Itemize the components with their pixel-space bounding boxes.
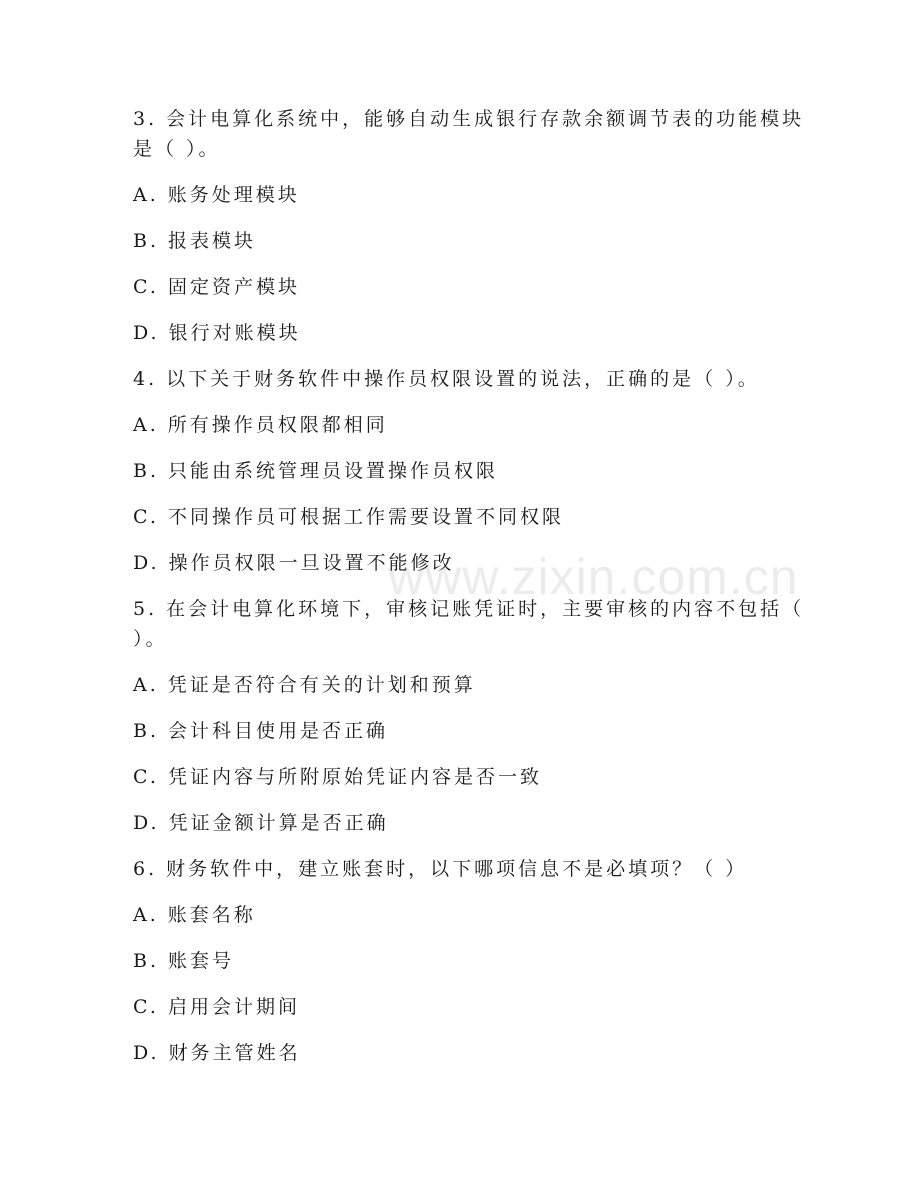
question-3 [133,104,805,348]
question-4 [133,364,793,578]
option-a: A. 所有操作员权限都相同 [133,414,388,436]
option-a: A. 账套名称 [133,904,256,926]
option-c: C. 固定资产模块 [133,276,300,298]
question-stem-line: 4. 以下关于财务软件中操作员权限设置的说法，正确的是（ ）。 [133,368,760,390]
question-5 [133,594,805,838]
option-c: C. 凭证内容与所附原始凭证内容是否一致 [133,766,542,788]
option-a: A. 凭证是否符合有关的计划和预算 [133,674,476,696]
option-a: A. 账务处理模块 [133,184,300,206]
question-stem-line: 是（ ）。 [133,138,221,160]
option-d: D. 凭证金额计算是否正确 [133,812,389,834]
option-b: B. 账套号 [133,950,235,972]
question-6 [133,854,793,1068]
option-d: D. 财务主管姓名 [133,1042,301,1064]
option-c: C. 不同操作员可根据工作需要设置不同权限 [133,506,564,528]
watermark: www.zixin.com.cn [388,549,799,605]
option-b: B. 只能由系统管理员设置操作员权限 [133,460,499,482]
question-stem-line: 6. 财务软件中，建立账套时，以下哪项信息不是必填项？（ ） [133,858,748,880]
question-stem-line: ）。 [133,628,168,650]
option-b: B. 会计科目使用是否正确 [133,720,389,742]
option-d: D. 操作员权限一旦设置不能修改 [133,552,455,574]
option-d: D. 银行对账模块 [133,322,301,344]
option-b: B. 报表模块 [133,230,257,252]
option-c: C. 启用会计期间 [133,996,300,1018]
question-stem-line: 5. 在会计电算化环境下，审核记账凭证时，主要审核的内容不包括（ [133,598,805,620]
question-list [133,104,805,1068]
question-stem-line: 3. 会计电算化系统中，能够自动生成银行存款余额调节表的功能模块 [133,108,805,130]
